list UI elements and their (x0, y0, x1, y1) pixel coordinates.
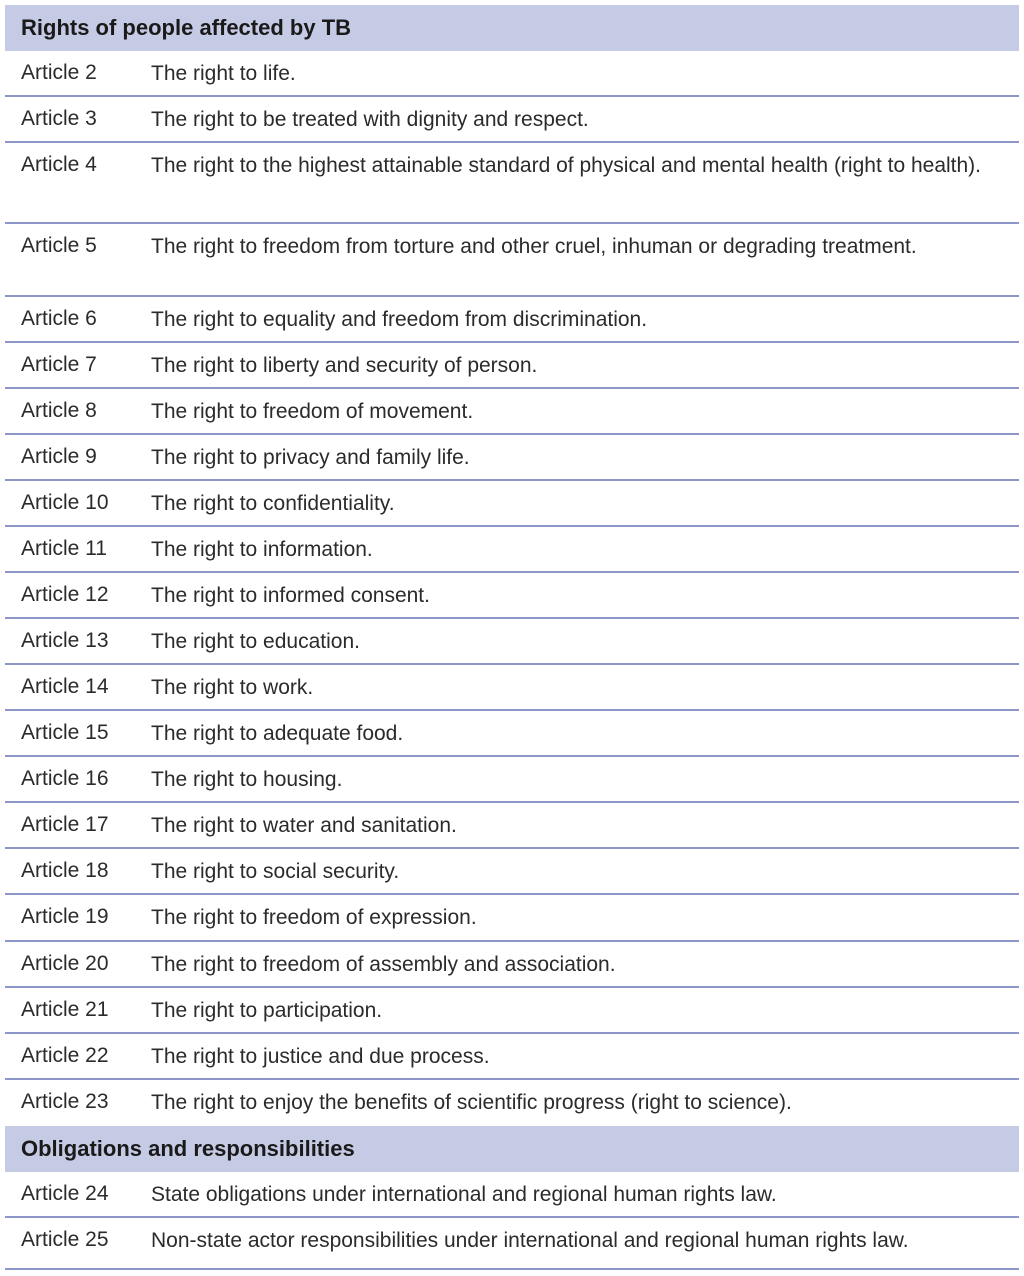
table-row (5, 1080, 1019, 1126)
section-header-obligations: Obligations and responsibilities (5, 1126, 1019, 1172)
article-number: Article 22 (21, 1044, 109, 1067)
article-number: Article 10 (21, 491, 109, 514)
table-row (5, 1172, 1019, 1218)
article-text: The right to adequate food. (151, 722, 404, 745)
table-row (5, 1218, 1019, 1264)
article-number: Article 9 (21, 445, 97, 468)
article-text: The right to confidentiality. (151, 492, 395, 515)
article-text: The right to information. (151, 538, 373, 561)
table-row (5, 803, 1019, 849)
article-number: Article 12 (21, 583, 109, 606)
article-number: Article 6 (21, 307, 97, 330)
table-row (5, 51, 1019, 97)
article-number: Article 24 (21, 1182, 109, 1205)
rights-table (5, 5, 1019, 1264)
article-number: Article 19 (21, 905, 109, 928)
article-number: Article 2 (21, 61, 97, 84)
article-number: Article 18 (21, 859, 109, 882)
article-text: The right to enjoy the benefits of scientific progress (right to science). (151, 1091, 792, 1114)
article-text: The right to the highest attainable standard of physical and mental health (right to health). (151, 154, 982, 177)
article-text: The right to water and sanitation. (151, 814, 457, 837)
article-number: Article 3 (21, 107, 97, 130)
article-text: State obligations under international and regional human rights law. (151, 1183, 777, 1206)
table-row (5, 143, 1019, 224)
article-number: Article 17 (21, 813, 109, 836)
table-row (5, 1034, 1019, 1080)
article-text: The right to privacy and family life. (151, 446, 470, 469)
table-row (5, 435, 1019, 481)
article-text: The right to freedom of assembly and association. (151, 953, 616, 976)
article-text: The right to education. (151, 630, 360, 653)
table-row (5, 942, 1019, 988)
article-text: The right to freedom of movement. (151, 400, 474, 423)
table-row (5, 343, 1019, 389)
article-text: The right to freedom of expression. (151, 906, 477, 929)
table-row (5, 573, 1019, 619)
article-number: Article 11 (21, 537, 107, 560)
article-text: The right to participation. (151, 999, 383, 1022)
table-row (5, 619, 1019, 665)
table-row (5, 849, 1019, 895)
table-row (5, 895, 1019, 942)
table-row (5, 481, 1019, 527)
article-text: The right to justice and due process. (151, 1045, 490, 1068)
table-row (5, 988, 1019, 1034)
table-row (5, 224, 1019, 297)
table-row (5, 297, 1019, 343)
table-row (5, 527, 1019, 573)
article-number: Article 25 (21, 1228, 109, 1251)
table-row (5, 757, 1019, 803)
article-text: The right to freedom from torture and other cruel, inhuman or degrading treatment. (151, 235, 917, 258)
article-number: Article 16 (21, 767, 109, 790)
table-bottom-rule (5, 1268, 1019, 1270)
article-text: The right to life. (151, 62, 296, 85)
article-number: Article 23 (21, 1090, 109, 1113)
article-text: The right to equality and freedom from discrimination. (151, 308, 648, 331)
article-number: Article 15 (21, 721, 109, 744)
article-text: Non-state actor responsibilities under international and regional human rights law. (151, 1229, 909, 1252)
article-number: Article 7 (21, 353, 97, 376)
section-header-rights: Rights of people affected by TB (5, 5, 1019, 51)
article-number: Article 20 (21, 952, 109, 975)
article-text: The right to housing. (151, 768, 343, 791)
table-row (5, 711, 1019, 757)
article-number: Article 8 (21, 399, 97, 422)
table-row (5, 97, 1019, 143)
article-number: Article 4 (21, 153, 97, 176)
article-text: The right to be treated with dignity and respect. (151, 108, 589, 131)
article-text: The right to informed consent. (151, 584, 430, 607)
article-text: The right to social security. (151, 860, 400, 883)
article-text: The right to liberty and security of person. (151, 354, 538, 377)
article-number: Article 21 (21, 998, 109, 1021)
table-row (5, 389, 1019, 435)
article-number: Article 14 (21, 675, 109, 698)
article-number: Article 13 (21, 629, 109, 652)
article-number: Article 5 (21, 234, 97, 257)
table-row (5, 665, 1019, 711)
article-text: The right to work. (151, 676, 314, 699)
